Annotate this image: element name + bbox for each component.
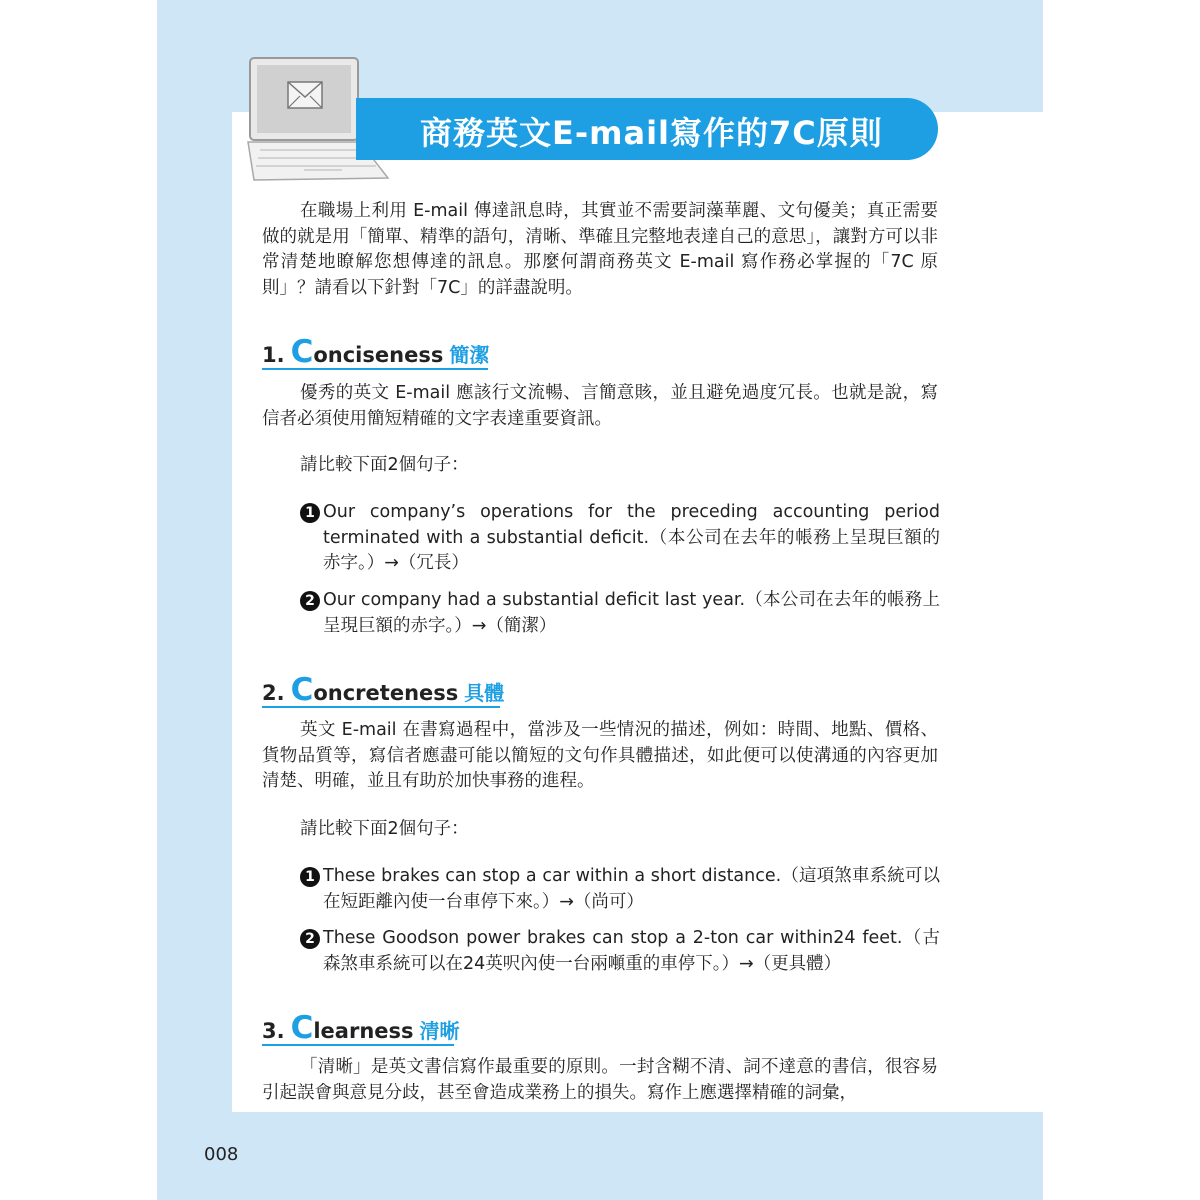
page-number: 008 [204, 1144, 239, 1165]
section-heading-concreteness: 2. Concreteness 具體 [262, 672, 505, 708]
circled-one-icon: 1 [300, 503, 320, 523]
compare-label: 請比較下面2個句子： [300, 819, 469, 839]
example-item [300, 588, 940, 639]
example-text: Our company had a substantial deficit last year.（本公司在去年的帳務上呈現巨額的赤字。）→（簡潔） [323, 590, 940, 636]
intro-paragraph: 在職場上利用 E-mail 傳達訊息時，其實並不需要詞藻華麗、文句優美；真正需要做的就是用「簡單、精準的語句，清晰、準確且完整地表達自己的意思」，讓對方可以非常清楚地瞭解您想傳達的訊息。那麼何謂商務英文 E-mail 寫作務必掌握的「7C 原則」？請看以下針對「7C」的詳盡說明。 [262, 201, 938, 298]
example-text: These Goodson power brakes can stop a 2-ton car within24 feet.（古森煞車系統可以在24英呎內使一台兩噸重的車停下。）→（更具體） [323, 928, 940, 974]
example-text: These brakes can stop a car within a short distance.（這項煞車系統可以在短距離內使一台車停下來。）→（尚可） [323, 866, 940, 912]
circled-one-icon: 1 [300, 867, 320, 887]
example-item [300, 500, 940, 577]
section-body: 「清晰」是英文書信寫作最重要的原則。一封含糊不清、詞不達意的書信，很容易引起誤會與意見分歧，甚至會造成業務上的損失。寫作上應選擇精確的詞彙， [262, 1057, 938, 1103]
section-heading-clearness: 3. Clearness 清晰 [262, 1010, 460, 1046]
section-body: 優秀的英文 E-mail 應該行文流暢、言簡意賅，並且避免過度冗長。也就是說，寫信者必須使用簡短精確的文字表達重要資訊。 [262, 383, 938, 429]
section-heading-conciseness: 1. Conciseness 簡潔 [262, 334, 490, 370]
example-item [300, 864, 940, 915]
compare-label: 請比較下面2個句子： [300, 455, 469, 475]
circled-two-icon: 2 [300, 591, 320, 611]
section-body: 英文 E-mail 在書寫過程中，當涉及一些情況的描述，例如：時間、地點、價格、貨物品質等，寫信者應盡可能以簡短的文句作具體描述，如此便可以使溝通的內容更加清楚、明確，並且有助於加快事務的進程。 [262, 720, 938, 792]
example-text: Our company’s operations for the preceding accounting period terminated with a substantial deficit.（本公司在去年的帳務上呈現巨額的赤字。）→（冗長） [323, 502, 940, 574]
page-title: 商務英文E-mail寫作的7C原則 [420, 114, 883, 152]
circled-two-icon: 2 [300, 929, 320, 949]
example-item [300, 926, 940, 977]
